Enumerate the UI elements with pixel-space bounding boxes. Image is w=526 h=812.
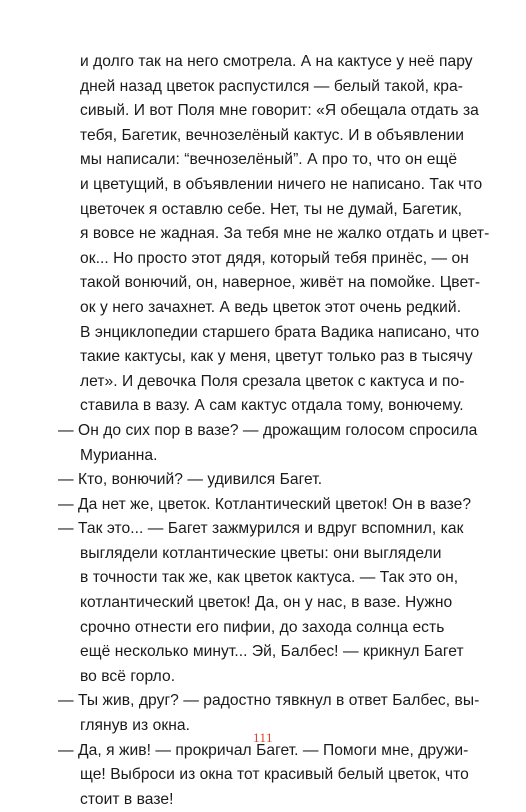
page-number: 111 — [252, 730, 274, 745]
text-line: цветочек я оставлю себе. Нет, ты не думай, Багетик, — [80, 200, 463, 218]
text-line: сивый. И вот Поля мне говорит: «Я обещала отдать за — [80, 102, 479, 120]
text-line: котлантический цветок! Да, он у нас, в вазе. Нужно — [80, 594, 453, 612]
text-line: и цветущий, в объявлении ничего не написано. Так что — [80, 175, 483, 193]
text-line: тебя, Багетик, вечнозелёный кактус. И в объявлении — [80, 126, 465, 144]
text-line: я вовсе не жадная. За тебя мне не жалко отдать и цвет- — [80, 225, 490, 243]
text-line: ставила в вазу. А сам кактус отдала тому, вонючему. — [80, 397, 464, 415]
text-line: — Да нет же, цветок. Котлантический цветок! Он в вазе? — [58, 495, 472, 513]
text-line: — Да, я жив! — прокричал Багет. — Помоги мне, дружи- — [58, 741, 469, 759]
text-line: выглядели котлантические цветы: они выглядели — [80, 544, 442, 562]
text-line: ещё несколько минут... Эй, Балбес! — крикнул Багет — [80, 643, 464, 661]
text-line: ще! Выброси из окна тот красивый белый цветок, что — [80, 766, 469, 784]
text-line: ок у него зачахнет. А ведь цветок этот очень редкий. — [80, 298, 462, 316]
text-line: во всё горло. — [80, 667, 176, 685]
body-text — [58, 50, 490, 812]
text-line: срочно отнести его пифии, до захода солнца есть — [80, 618, 445, 636]
text-line: в точности так же, как цветок кактуса. — Так это он, — [80, 569, 459, 587]
text-line: и долго так на него смотрела. А на кактусе у неё пару — [80, 53, 473, 70]
text-line: — Кто, вонючий? — удивился Багет. — [58, 471, 323, 489]
text-line: лет». И девочка Поля срезала цветок с кактуса и по- — [80, 372, 465, 390]
text-line: — Он до сих пор в вазе? — дрожащим голосом спросила — [58, 421, 478, 439]
text-line: глянув из окна. — [80, 717, 190, 735]
text-line: мы написали: “вечнозелёный”. А про то, что он ещё — [80, 151, 458, 169]
text-line: ок... Но просто этот дядя, который тебя принёс, — он — [80, 249, 469, 267]
text-line: В энциклопедии старшего брата Вадика написано, что — [80, 323, 480, 341]
text-line: — Ты жив, друг? — радостно тявкнул в ответ Балбес, вы- — [58, 692, 480, 710]
text-line: такой вонючий, он, наверное, живёт на помойке. Цвет- — [80, 274, 481, 292]
text-line: — Так это... — Багет зажмурился и вдруг вспомнил, как — [58, 520, 464, 538]
text-line: такие кактусы, как у меня, цветут только раз в тысячу — [80, 348, 473, 366]
text-line: Мурианна. — [80, 446, 158, 464]
text-line: дней назад цветок распустился — белый такой, кра- — [80, 77, 463, 95]
text-line: стоит в вазе! — [80, 790, 174, 808]
